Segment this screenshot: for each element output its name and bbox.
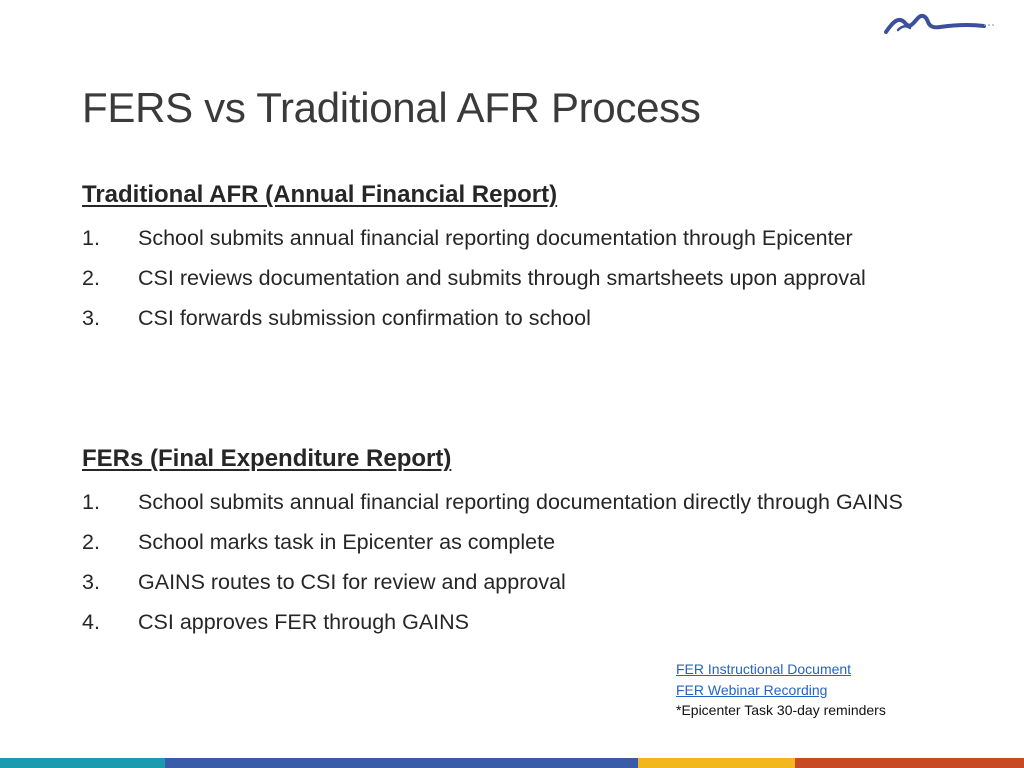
list-item-text: GAINS routes to CSI for review and approval — [138, 570, 566, 594]
list-item-text: CSI approves FER through GAINS — [138, 610, 470, 634]
epicenter-reminder-note: *Epicenter Task 30-day reminders — [676, 702, 886, 718]
footer-segment-yellow — [638, 758, 795, 768]
mountain-wave-logo-icon — [884, 10, 1002, 38]
list-item — [82, 264, 962, 293]
list-item — [82, 488, 962, 517]
footer-segment-blue — [165, 758, 638, 768]
list-item-number: 2. — [82, 266, 100, 290]
list-item-number: 4. — [82, 610, 100, 634]
list-item-text: School marks task in Epicenter as complete — [138, 530, 556, 554]
slide-title: FERS vs Traditional AFR Process — [82, 84, 701, 131]
fer-instructional-document-link[interactable]: FER Instructional Document — [676, 661, 852, 677]
list-item-text: School submits annual financial reporting documentation directly through GAINS — [138, 490, 903, 514]
section-heading-traditional-afr: Traditional AFR (Annual Financial Report) — [82, 181, 558, 208]
list-item — [82, 528, 962, 557]
fer-webinar-recording-link[interactable]: FER Webinar Recording — [676, 681, 828, 698]
list-item-number: 1. — [82, 490, 100, 514]
resource-links — [676, 659, 886, 721]
footer-color-bar — [0, 758, 1024, 768]
list-item-text: CSI reviews documentation and submits through smartsheets upon approval — [138, 266, 866, 290]
list-item — [82, 304, 962, 333]
list-item-number: 3. — [82, 306, 100, 330]
list-item-number: 2. — [82, 530, 100, 554]
list-item-number: 3. — [82, 570, 100, 594]
list-item-number: 1. — [82, 226, 100, 250]
footer-segment-teal — [0, 758, 165, 768]
list-item-text: CSI forwards submission confirmation to school — [138, 306, 591, 330]
list-item — [82, 224, 962, 253]
section-heading-fers: FERs (Final Expenditure Report) — [82, 445, 452, 472]
footer-segment-red — [795, 758, 1024, 768]
list-item-text: School submits annual financial reporting documentation through Epicenter — [138, 226, 853, 250]
list-item — [82, 568, 962, 597]
fers-steps — [82, 488, 962, 648]
list-item — [82, 608, 962, 637]
traditional-afr-steps — [82, 224, 962, 344]
